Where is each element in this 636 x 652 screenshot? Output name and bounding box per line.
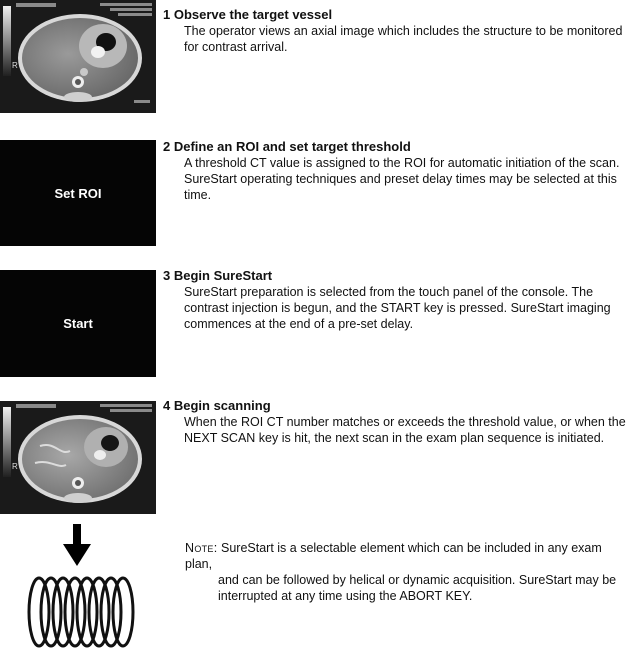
note-block	[185, 540, 625, 604]
ct-side-marker-2: R	[12, 462, 18, 471]
note-rest: and can be followed by helical or dynamic acquisition. SureStart may be interrupted at any time using the ABORT KEY.	[218, 573, 617, 603]
step-3-body: SureStart preparation is selected from the touch panel of the console. The contrast injection is begun, and the START key is pressed. SureStart imaging commences at the end of a pre-set delay.	[184, 285, 611, 331]
step-2-body: A threshold CT value is assigned to the ROI for automatic initiation of the scan. SureStart operating techniques and preset delay times may be selected at this time.	[184, 156, 620, 202]
note-line-1: SureStart is a selectable element which can be included in any exam plan,	[185, 541, 602, 571]
step-2	[163, 139, 633, 203]
ct-scan-graphic-2	[0, 401, 156, 514]
step-4-body: When the ROI CT number matches or exceeds the threshold value, or when the NEXT SCAN key is hit, the next scan in the exam plan sequence is initiated.	[184, 415, 626, 445]
ct-image-observe	[0, 0, 156, 113]
step-2-title: 2 Define an ROI and set target threshold	[163, 139, 411, 154]
step-4	[163, 398, 633, 446]
down-arrow-icon	[63, 524, 91, 566]
step-1-title: 1 Observe the target vessel	[163, 7, 333, 22]
ct-scan-graphic-1	[0, 0, 156, 113]
ct-side-marker: R	[12, 61, 18, 70]
step-4-title: 4 Begin scanning	[163, 398, 271, 413]
start-panel	[0, 270, 156, 377]
helical-scan-diagram	[18, 522, 158, 652]
step-1-body: The operator views an axial image which includes the structure to be monitored for contrast arrival.	[184, 24, 623, 54]
set-roi-panel	[0, 140, 156, 246]
step-3-title: 3 Begin SureStart	[163, 268, 273, 283]
note-label: Note:	[185, 541, 218, 555]
helix-coil-icon	[29, 578, 133, 646]
start-label: Start	[63, 316, 93, 331]
set-roi-label: Set ROI	[54, 185, 102, 201]
step-3	[163, 268, 633, 332]
step-1	[163, 7, 633, 55]
ct-image-scanning	[0, 401, 156, 514]
